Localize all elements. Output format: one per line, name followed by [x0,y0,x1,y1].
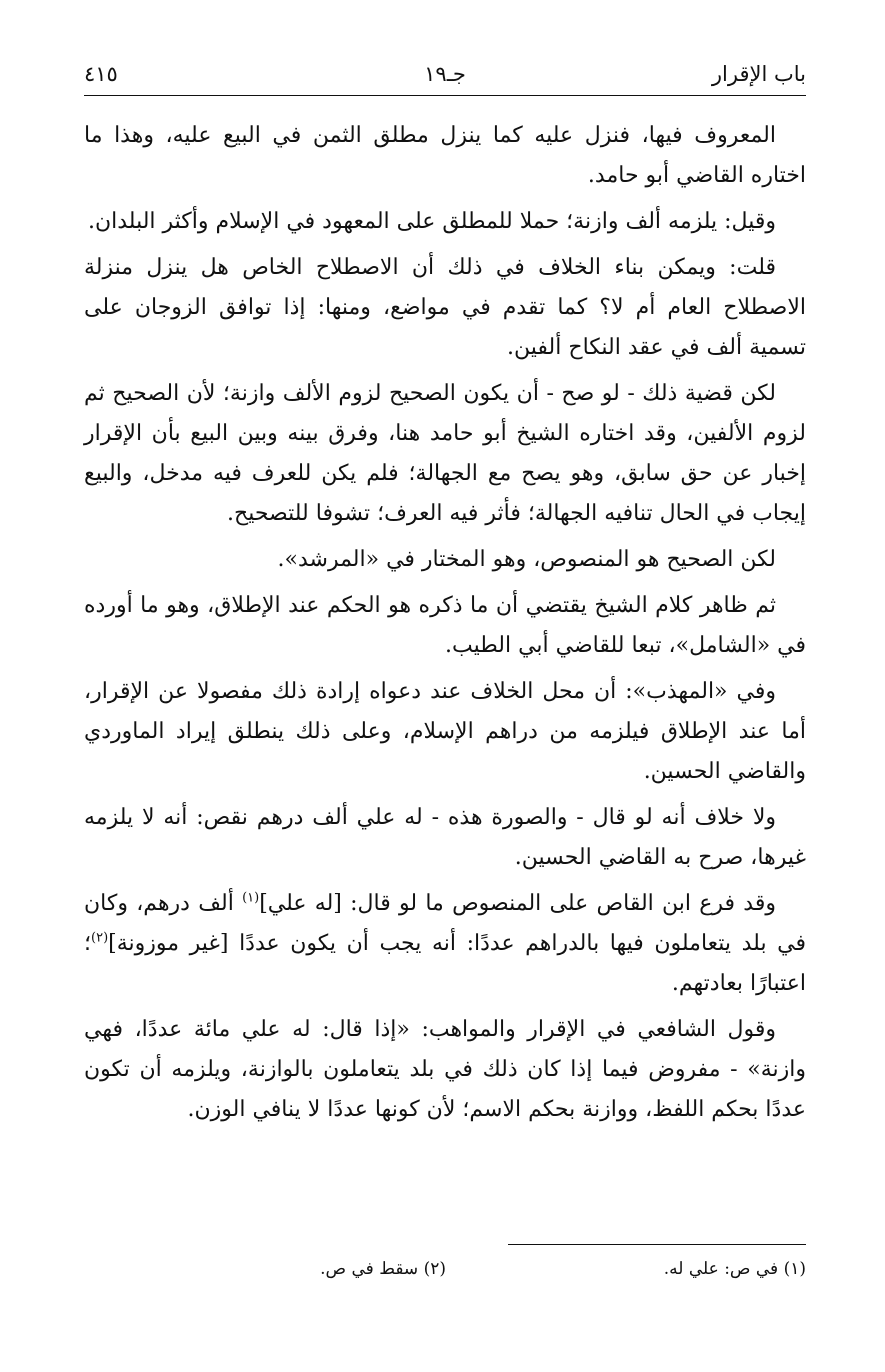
page-number: ٤١٥ [84,62,118,86]
footnote-1: (١) في ص: علي له. [663,1259,806,1279]
header-divider [84,95,806,96]
footnote-marker-1: (١) [242,890,260,906]
paragraph: وفي «المهذب»: أن محل الخلاف عند دعواه إرادة ذلك مفصولا عن الإقرار، أما عند الإطلاق فيلزمه من دراهم الإسلام، وعلى ذلك ينطلق إيراد الماوردي والقاضي الحسين. [84,679,806,784]
page-header [84,58,806,92]
paragraph: قلت: ويمكن بناء الخلاف في ذلك أن الاصطلاح الخاص هل ينزل منزلة الاصطلاح العام أم لا؟ كما تقدم في مواضع، ومنها: إذا توافق الزوجان على تسمية ألف في عقد النكاح ألفين. [84,255,806,360]
paragraph-text: ؛ اعتبارًا بعادتهم. [84,931,806,996]
paragraph: وقول الشافعي في الإقرار والمواهب: «إذا قال: له علي مائة عددًا، فهي وازنة» - مفروض فيما إذا كان ذلك في بلد يتعاملون بالوازنة، ويلزمه أن تكون عددًا بحكم اللفظ، ووازنة بحكم الاسم؛ لأن كونها عددًا لا ينافي الوزن. [84,1017,806,1122]
paragraph: لكن قضية ذلك - لو صح - أن يكون الصحيح لزوم الألف وازنة؛ لأن الصحيح ثم لزوم الألفين، وقد اختاره الشيخ أبو حامد هنا، وفرق بينه وبين البيع بأن الإقرار إخبار عن حق سابق، وهو يصح مع الجهالة؛ فلم يكن للعرف فيه مدخل، والبيع إيجاب في الحال تنافيه الجهالة؛ فأثر فيه العرف؛ تشوفا للتصحيح. [84,381,806,526]
paragraph: لكن الصحيح هو المنصوص، وهو المختار في «المرشد». [277,547,776,572]
main-text [84,116,806,1136]
chapter-title: باب الإقرار [711,62,806,86]
paragraph-text: ألف درهم، وكان في بلد يتعاملون فيها بالدراهم عددًا: أنه يجب أن يكون عددًا [غير موزونة] [84,891,806,956]
paragraph: ولا خلاف أنه لو قال - والصورة هذه - له علي ألف درهم نقص: أنه لا يلزمه غيرها، صرح به القاضي الحسين. [84,805,806,870]
paragraph: المعروف فيها، فنزل عليه كما ينزل مطلق الثمن في البيع عليه، وهذا ما اختاره القاضي أبو حامد. [84,123,806,188]
paragraph-with-footnotes [84,884,806,1004]
paragraph: وقيل: يلزمه ألف وازنة؛ حملا للمطلق على المعهود في الإسلام وأكثر البلدان. [87,209,776,234]
footnote-divider [508,1244,806,1245]
footnote-2: (٢) سقط في ص. [320,1259,446,1279]
paragraph: ثم ظاهر كلام الشيخ يقتضي أن ما ذكره هو الحكم عند الإطلاق، وهو ما أورده في «الشامل»، تبعا للقاضي أبي الطيب. [84,593,806,658]
paragraph-text: وقد فرع ابن القاص على المنصوص ما لو قال: [له علي] [259,891,776,916]
footnote-marker-2: (٢) [91,930,109,946]
volume-label: جـ١٩ [424,62,466,86]
